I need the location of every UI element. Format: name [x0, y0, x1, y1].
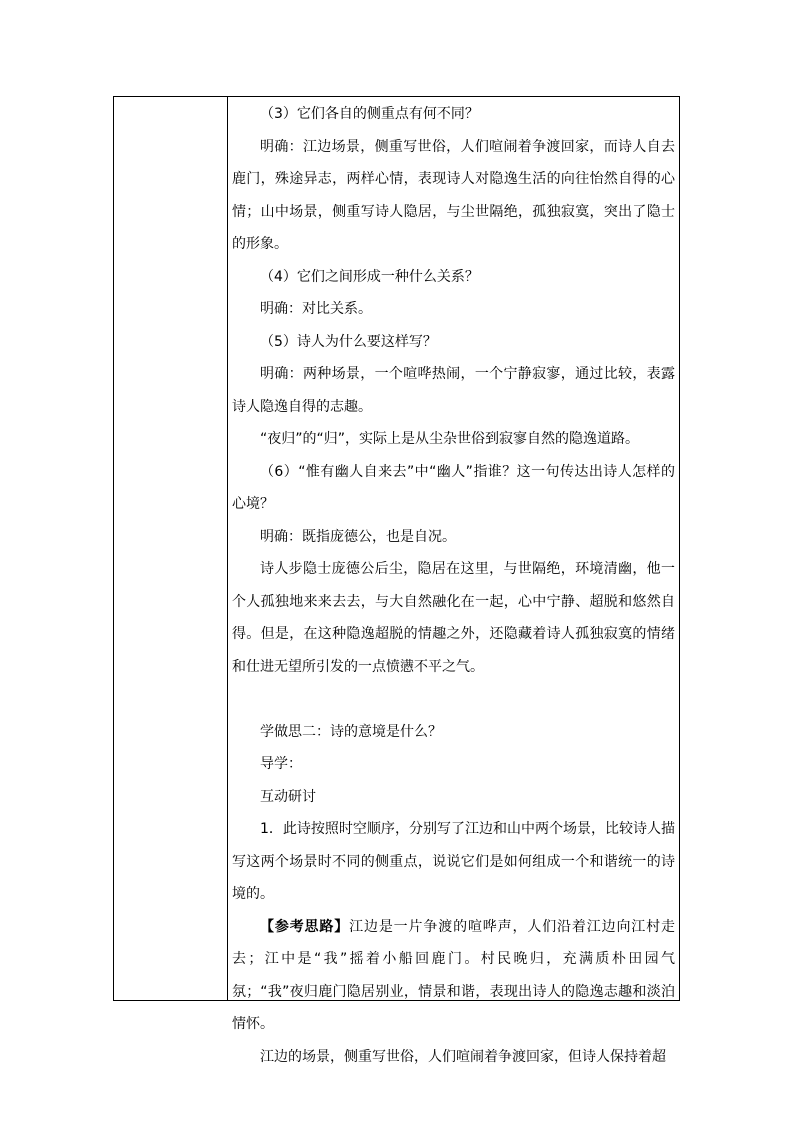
lesson-table: [113, 96, 680, 1065]
question-5: （5）诗人为什么要这样写？: [260, 333, 437, 350]
interactive-label: 互动研讨: [260, 788, 316, 805]
reference-paragraph: [232, 911, 675, 1041]
final-paragraph: 江边的场景，侧重写世俗，人们喧闹着争渡回家，但诗人保持着超: [260, 1048, 666, 1065]
analysis-paragraph: 诗人步隐士庞德公后尘，隐居在这里，与世隔绝，环境清幽，他一个人孤独地来来去去，与大自然融化在一起，心中宁静、超脱和悠然自得。但是，在这种隐逸超脱的情趣之外，还隐藏着诗人孤独寂寞的情绪和仕进无望所引发的一点愤懑不平之气。: [232, 561, 675, 675]
question-3: （3）它们各自的侧重点有何不同？: [260, 106, 479, 122]
question-1: 1．此诗按照时空顺序，分别写了江边和山中两个场景，比较诗人描写这两个场景时不同的侧重点，说说它们是如何组成一个和谐统一的诗境的。: [232, 821, 675, 902]
answer-3: 明确：江边场景，侧重写世俗，人们喧闹着争渡回家，而诗人自去鹿门，殊途异志，两样心情，表现诗人对隐逸生活的向往怡然自得的心情；山中场景，侧重写诗人隐居，与尘世隔绝，孤独寂寞，突出了隐士的形象。: [232, 138, 675, 252]
answer-6: 明确：既指庞德公，也是自况。: [260, 528, 456, 545]
table-left-column: [114, 97, 228, 1000]
reference-text: 江边是一片争渡的喧哗声，人们沿着江边向江村走去；江中是“我”摇着小船回鹿门。村民晚归，充满质朴田园气氛；“我”夜归鹿门隐居别业，情景和谐，表现出诗人的隐逸志趣和淡泊情怀。: [232, 918, 676, 1032]
answer-5: 明确：两种场景，一个喧哗热闹，一个宁静寂寥，通过比较，表露诗人隐逸自得的志趣。: [232, 366, 675, 415]
note-yegui: “夜归”的“归”，实际上是从尘杂世俗到寂寥自然的隐逸道路。: [260, 431, 640, 447]
table-content-cell: [228, 97, 679, 1065]
section-2-title: 学做思二：诗的意境是什么？: [260, 723, 442, 740]
guide-label: 导学：: [260, 756, 302, 772]
reference-label: 【参考思路】: [260, 918, 350, 935]
answer-4: 明确：对比关系。: [260, 301, 372, 317]
question-6: （6）“惟有幽人自来去”中“幽人”指谁？这一句传达出诗人怎样的心境？: [232, 463, 675, 512]
question-4: （4）它们之间形成一种什么关系？: [260, 268, 479, 285]
blank-line: [232, 683, 675, 716]
